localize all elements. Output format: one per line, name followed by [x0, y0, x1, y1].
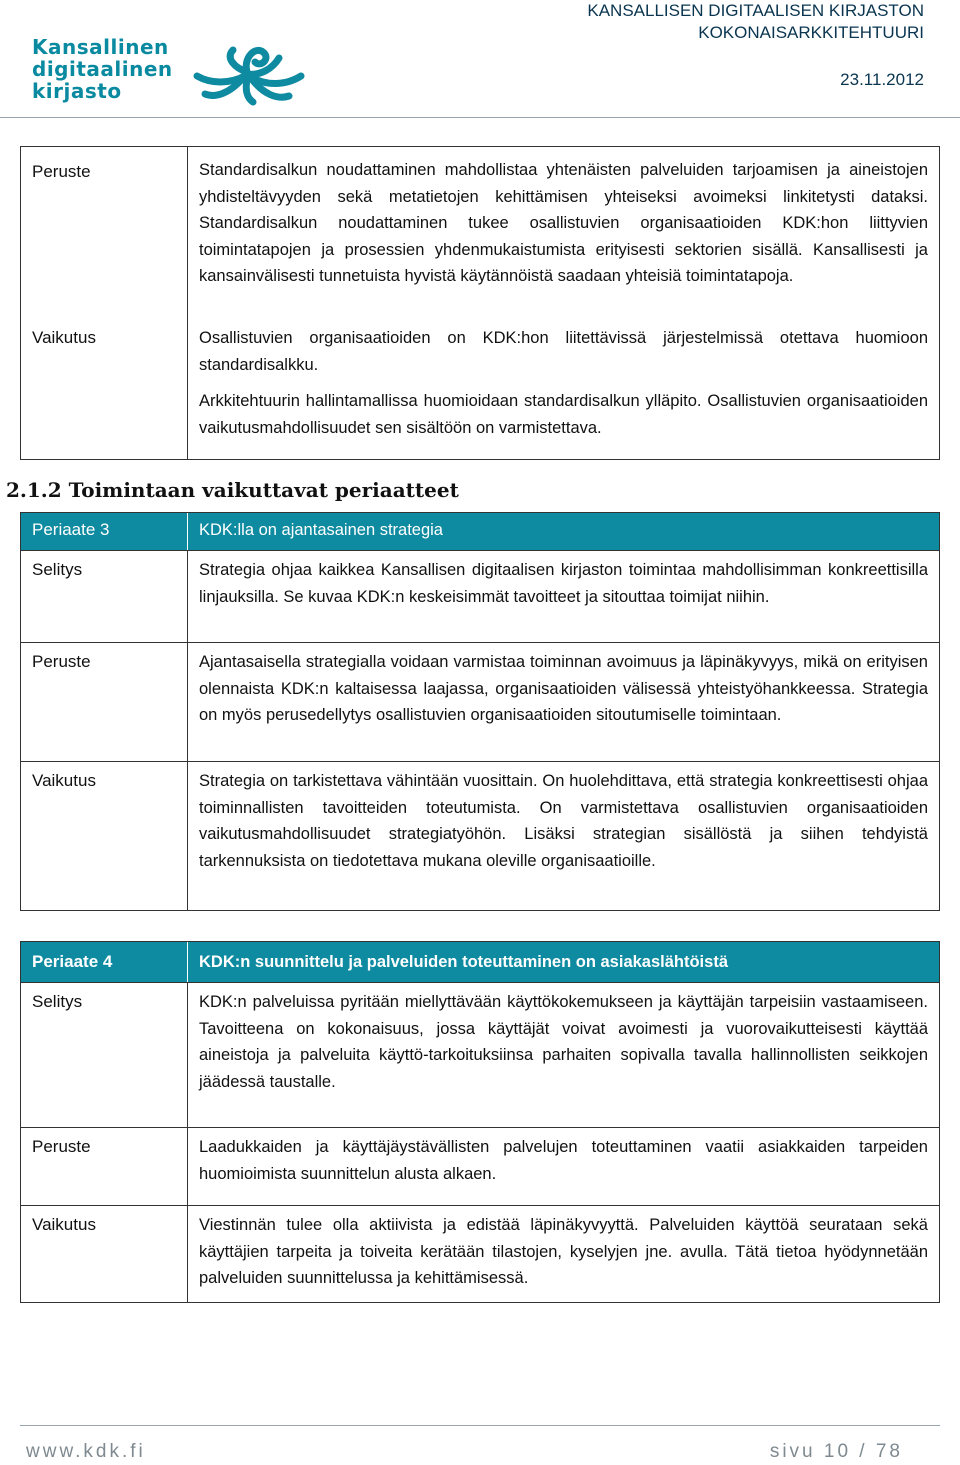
row-text: [188, 147, 939, 319]
row-label: Selitys: [21, 983, 188, 1127]
row-text: [188, 319, 939, 459]
logo-wordmark: [32, 36, 173, 102]
swirl-logo-icon: [185, 28, 310, 108]
logo-line-3: kirjasto: [32, 79, 122, 103]
table-row: [21, 551, 939, 642]
row-label: Vaikutus: [21, 762, 188, 910]
table-row: [21, 642, 939, 761]
row-text: Viestinnän tulee olla aktiivista ja edistää läpinäkyvyyttä. Palveluiden käyttöä seurataan sekä käyttäjien tarpeita ja toiveita kerätään tilastojen, kyselyjen jne. avulla. Tätä tietoa hyödynnetään palveluiden suunnittelussa ja kehittämisessä.: [199, 1216, 928, 1288]
footer-divider: [20, 1425, 940, 1426]
row-paragraph: Osallistuvien organisaatioiden on KDK:hon liitettävissä järjestelmissä otettava huomioon standardisalkku.: [199, 329, 928, 374]
principle-number: Periaate 4: [21, 942, 188, 982]
row-text: KDK:n palveluissa pyritään miellyttävään käyttökokemukseen ja käyttäjän tarpeisiin vastaamiseen. Tavoitteena on kokonaisuus, jossa käyttäjät voivat avoimesti ja vuorovaikutteisesti käyttää aineistoja ja palveluita käyttö-tarkoituksiinsa parhaiten sopivalla tavalla hallinnollisten seikkojen jäädessä taustalle.: [199, 993, 928, 1091]
table-row: [21, 761, 939, 910]
logo-line-1: Kansallinen: [32, 35, 169, 59]
logo-line-2: digitaalinen: [32, 57, 173, 81]
table-row: [21, 147, 939, 319]
document-date: 23.11.2012: [840, 70, 924, 89]
section-heading: 2.1.2 Toimintaan vaikuttavat periaatteet: [6, 478, 459, 502]
row-text: Strategia on tarkistettava vähintään vuosittain. On huolehdittava, että strategia konkreettisesti ohjaa toiminnallisten tavoitteiden toteutumista. On varmistettava osallistuvien organisaatioiden vaikutusmahdollisuudet strategiatyöhön. Lisäksi strategian sisällöstä ja siihen tehdyistä tarkennuksista on tiedotettava mukana oleville organisaatioille.: [199, 772, 928, 870]
footer-url[interactable]: www.kdk.fi: [26, 1441, 146, 1462]
row-text: Laadukkaiden ja käyttäjäystävällisten palvelujen toteuttaminen vaatii asiakkaiden tarpeiden huomioimista suunnittelun alusta alkaen.: [199, 1138, 928, 1183]
principle-4-table: [20, 941, 940, 1303]
principle-number: Periaate 3: [21, 513, 188, 550]
row-label: Peruste: [21, 147, 188, 319]
row-paragraph: Arkkitehtuurin hallintamallissa huomioidaan standardisalkun ylläpito. Osallistuvien organisaatioiden vaikutusmahdollisuudet sen sisältöön on varmistettava.: [199, 392, 928, 437]
document-title: [587, 0, 924, 44]
row-paragraph: Standardisalkun noudattaminen mahdollistaa yhtenäisten palveluiden tarjoamisen ja aineistojen yhdisteltävyyden sekä metatietojen kehittämisen yhteiseksi avoimeksi linkitetysti dataksi. Standardisalkun noudattaminen tukee osallistuvien organisaatioiden KDK:hon liittyvien toimintatapojen ja prosessien yhdenmukaistumista erityisesti sektorien sisällä. Kansallisesti ja kansainvälisesti tunnetuista hyvistä käytännöistä saadaan yhteisiä toimintatapoja.: [199, 161, 928, 286]
principle-title: KDK:n suunnittelu ja palveluiden toteuttaminen on asiakaslähtöistä: [199, 953, 728, 971]
row-text: Strategia ohjaa kaikkea Kansallisen digitaalisen kirjaston toimintaa mahdollisimman konkreettisilla linjauksilla. Se kuvaa KDK:n keskeisimmät tavoitteet ja sitouttaa toimijat niihin.: [199, 561, 928, 606]
table-row: [21, 319, 939, 459]
standard-portfolio-table: [20, 146, 940, 460]
document-title-line-1: KANSALLISEN DIGITAALISEN KIRJASTON: [587, 1, 924, 20]
table-row: [21, 1205, 939, 1302]
row-label: Peruste: [21, 1128, 188, 1205]
principle-3-table: [20, 512, 940, 911]
table-row: [21, 1127, 939, 1205]
principle-title: KDK:lla on ajantasainen strategia: [199, 521, 443, 539]
row-text: Ajantasaisella strategialla voidaan varmistaa toiminnan avoimuus ja läpinäkyvyys, mikä on erityisen olennaista KDK:n kaltaisessa laajassa, organisaatioiden välisessä yhteistyöhankkeessa. Strategia on myös perusedellytys osallistuvien organisaatioiden sitoutumiselle toimintaan.: [199, 653, 928, 725]
page-number: sivu 10 / 78: [769, 1441, 903, 1462]
row-label: Selitys: [21, 551, 188, 642]
row-label: Peruste: [21, 643, 188, 761]
principle-header-row: [21, 513, 939, 551]
row-label: Vaikutus: [21, 319, 188, 459]
document-title-line-2: KOKONAISARKKITEHTUURI: [698, 23, 924, 42]
table-row: [21, 983, 939, 1127]
principle-header-row: [21, 942, 939, 983]
row-label: Vaikutus: [21, 1206, 188, 1302]
header-divider: [0, 117, 960, 118]
kdk-logo: [30, 28, 330, 113]
